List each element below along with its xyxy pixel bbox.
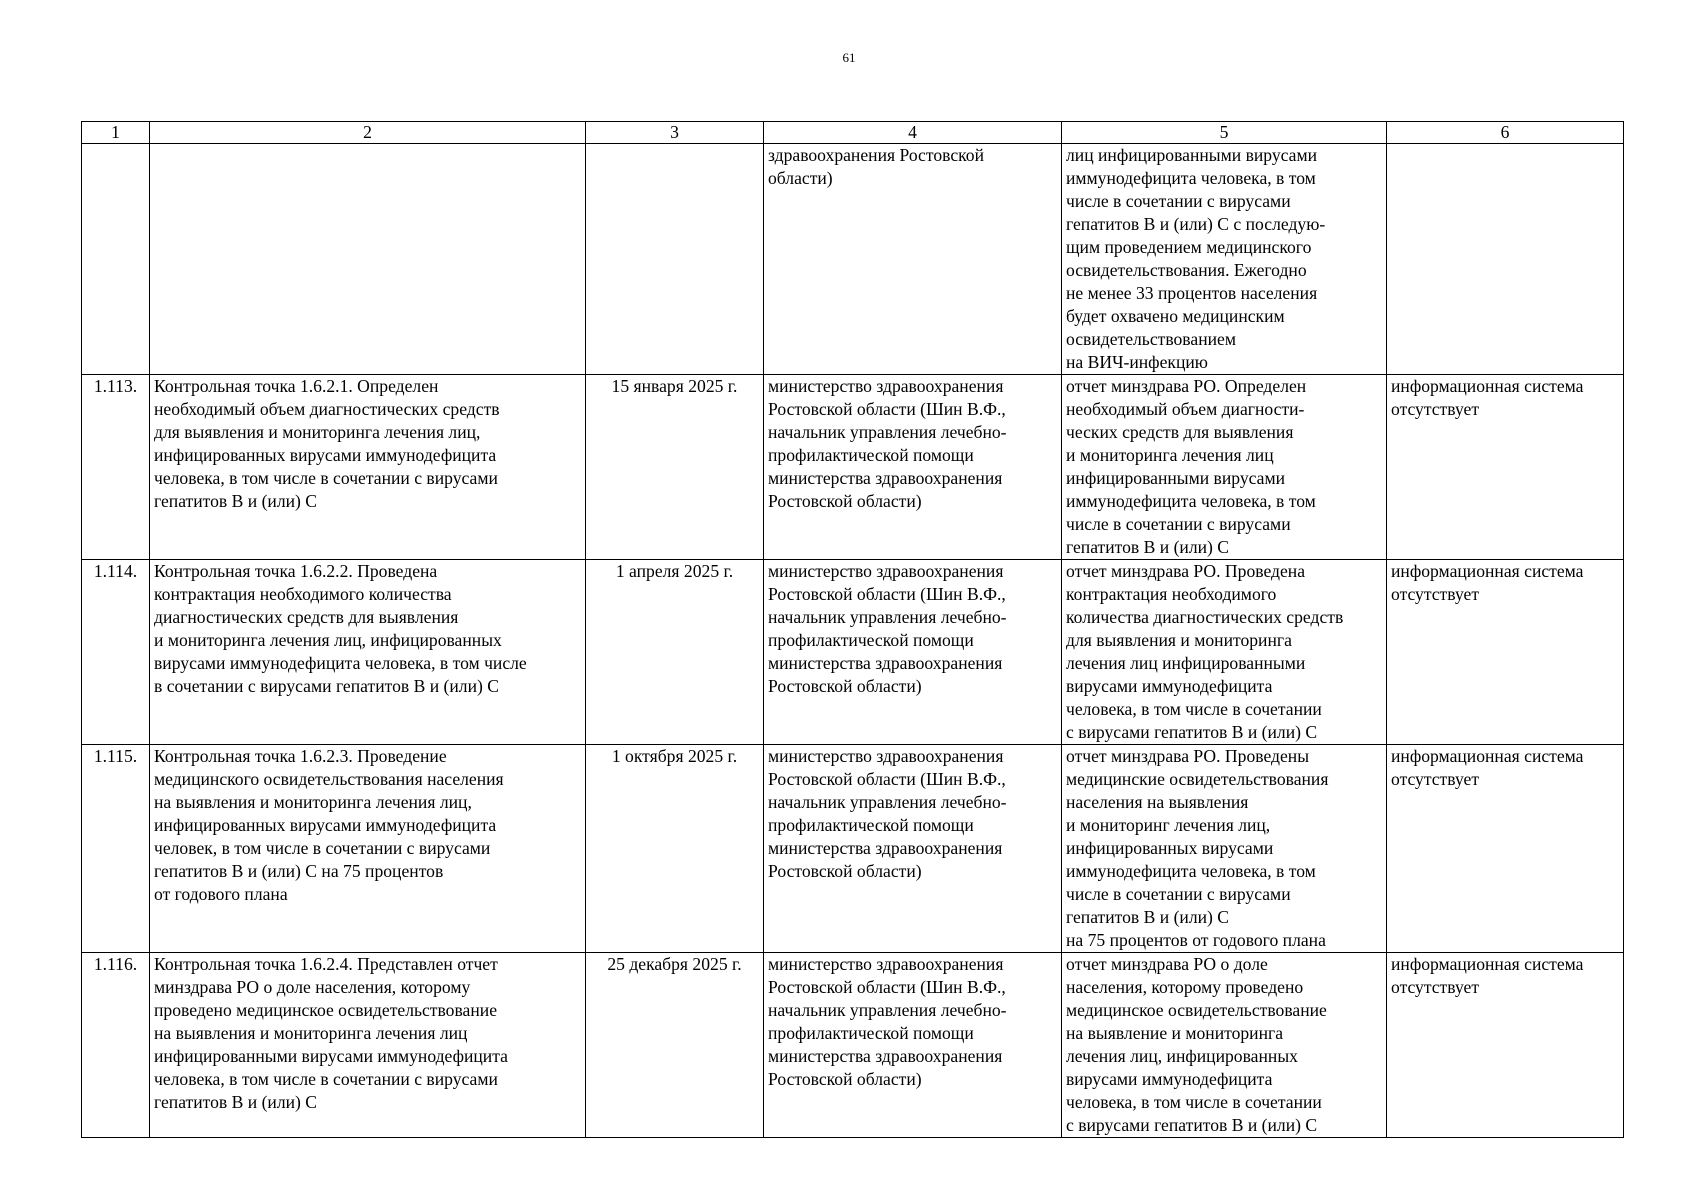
row-number-cell: 1.114. — [82, 560, 150, 745]
table-row — [82, 953, 1624, 1138]
result-cell: отчет минздрава РО о доле населения, которому проведено медицинское освидетельствование на выявление и мониторинга лечения лиц, инфицированных вирусами иммунодефицита человека, в том числе в сочетании с вирусами гепатитов B и (или) C — [1062, 953, 1387, 1138]
responsible-cell: министерство здравоохранения Ростовской области (Шин В.Ф., начальник управления лечебно- профилактической помощи министерства здравоохранения Ростовской области) — [764, 745, 1062, 953]
column-header-5: 5 — [1062, 122, 1387, 144]
result-cell: отчет минздрава РО. Проведена контрактация необходимого количества диагностических средств для выявления и мониторинга лечения лиц инфицированными вирусами иммунодефицита человека, в том числе в сочетании с вирусами гепатитов B и (или) C — [1062, 560, 1387, 745]
column-header-6: 6 — [1387, 122, 1624, 144]
info-system-cell: информационная система отсутствует — [1387, 745, 1624, 953]
control-point-cell: Контрольная точка 1.6.2.2. Проведена контрактация необходимого количества диагностических средств для выявления и мониторинга лечения лиц, инфицированных вирусами иммунодефицита человека, в том числе в сочетании с вирусами гепатитов B и (или) C — [150, 560, 586, 745]
table-row — [82, 144, 1624, 375]
plan-table — [81, 121, 1624, 1138]
control-point-cell: Контрольная точка 1.6.2.4. Представлен отчет минздрава РО о доле населения, которому проведено медицинское освидетельствование на выявления и мониторинга лечения лиц инфицированными вирусами иммунодефицита человека, в том числе в сочетании с вирусами гепатитов B и (или) C — [150, 953, 586, 1138]
row-number-cell: 1.115. — [82, 745, 150, 953]
control-point-cell: Контрольная точка 1.6.2.3. Проведение медицинского освидетельствования населения на выявления и мониторинга лечения лиц, инфицированных вирусами иммунодефицита человек, в том числе в сочетании с вирусами гепатитов B и (или) C на 75 процентов от годового плана — [150, 745, 586, 953]
table-row — [82, 560, 1624, 745]
date-cell: 1 апреля 2025 г. — [586, 560, 764, 745]
date-cell: 25 декабря 2025 г. — [586, 953, 764, 1138]
result-cell: лиц инфицированными вирусами иммунодефицита человека, в том числе в сочетании с вирусами гепатитов B и (или) C с последую- щим проведением медицинского освидетельствования. Ежегодно не менее 33 процентов населения будет охвачено медицинским освидетельствованием на ВИЧ-инфекцию — [1062, 144, 1387, 375]
responsible-cell: министерство здравоохранения Ростовской области (Шин В.Ф., начальник управления лечебно- профилактической помощи министерства здравоохранения Ростовской области) — [764, 375, 1062, 560]
info-system-cell: информационная система отсутствует — [1387, 560, 1624, 745]
info-system-cell: информационная система отсутствует — [1387, 953, 1624, 1138]
column-header-4: 4 — [764, 122, 1062, 144]
responsible-cell: здравоохранения Ростовской области) — [764, 144, 1062, 375]
result-cell: отчет минздрава РО. Проведены медицинские освидетельствования населения на выявления и мониторинг лечения лиц, инфицированных вирусами иммунодефицита человека, в том числе в сочетании с вирусами гепатитов B и (или) C на 75 процентов от годового плана — [1062, 745, 1387, 953]
column-header-3: 3 — [586, 122, 764, 144]
info-system-cell: информационная система отсутствует — [1387, 375, 1624, 560]
row-number-cell: 1.113. — [82, 375, 150, 560]
column-header-1: 1 — [82, 122, 150, 144]
page-number: 61 — [842, 50, 856, 65]
responsible-cell: министерство здравоохранения Ростовской области (Шин В.Ф., начальник управления лечебно- профилактической помощи министерства здравоохранения Ростовской области) — [764, 953, 1062, 1138]
date-cell: 1 октября 2025 г. — [586, 745, 764, 953]
header-row — [82, 122, 1624, 144]
column-header-2: 2 — [150, 122, 586, 144]
table-row — [82, 745, 1624, 953]
date-cell — [586, 144, 764, 375]
date-cell: 15 января 2025 г. — [586, 375, 764, 560]
result-cell: отчет минздрава РО. Определен необходимый объем диагности- ческих средств для выявления и мониторинга лечения лиц инфицированными вирусами иммунодефицита человека, в том числе в сочетании с вирусами гепатитов B и (или) C — [1062, 375, 1387, 560]
info-system-cell — [1387, 144, 1624, 375]
control-point-cell: Контрольная точка 1.6.2.1. Определен необходимый объем диагностических средств для выявления и мониторинга лечения лиц, инфицированных вирусами иммунодефицита человека, в том числе в сочетании с вирусами гепатитов B и (или) C — [150, 375, 586, 560]
table-row — [82, 375, 1624, 560]
row-number-cell: 1.116. — [82, 953, 150, 1138]
row-number-cell — [82, 144, 150, 375]
responsible-cell: министерство здравоохранения Ростовской области (Шин В.Ф., начальник управления лечебно- профилактической помощи министерства здравоохранения Ростовской области) — [764, 560, 1062, 745]
control-point-cell — [150, 144, 586, 375]
